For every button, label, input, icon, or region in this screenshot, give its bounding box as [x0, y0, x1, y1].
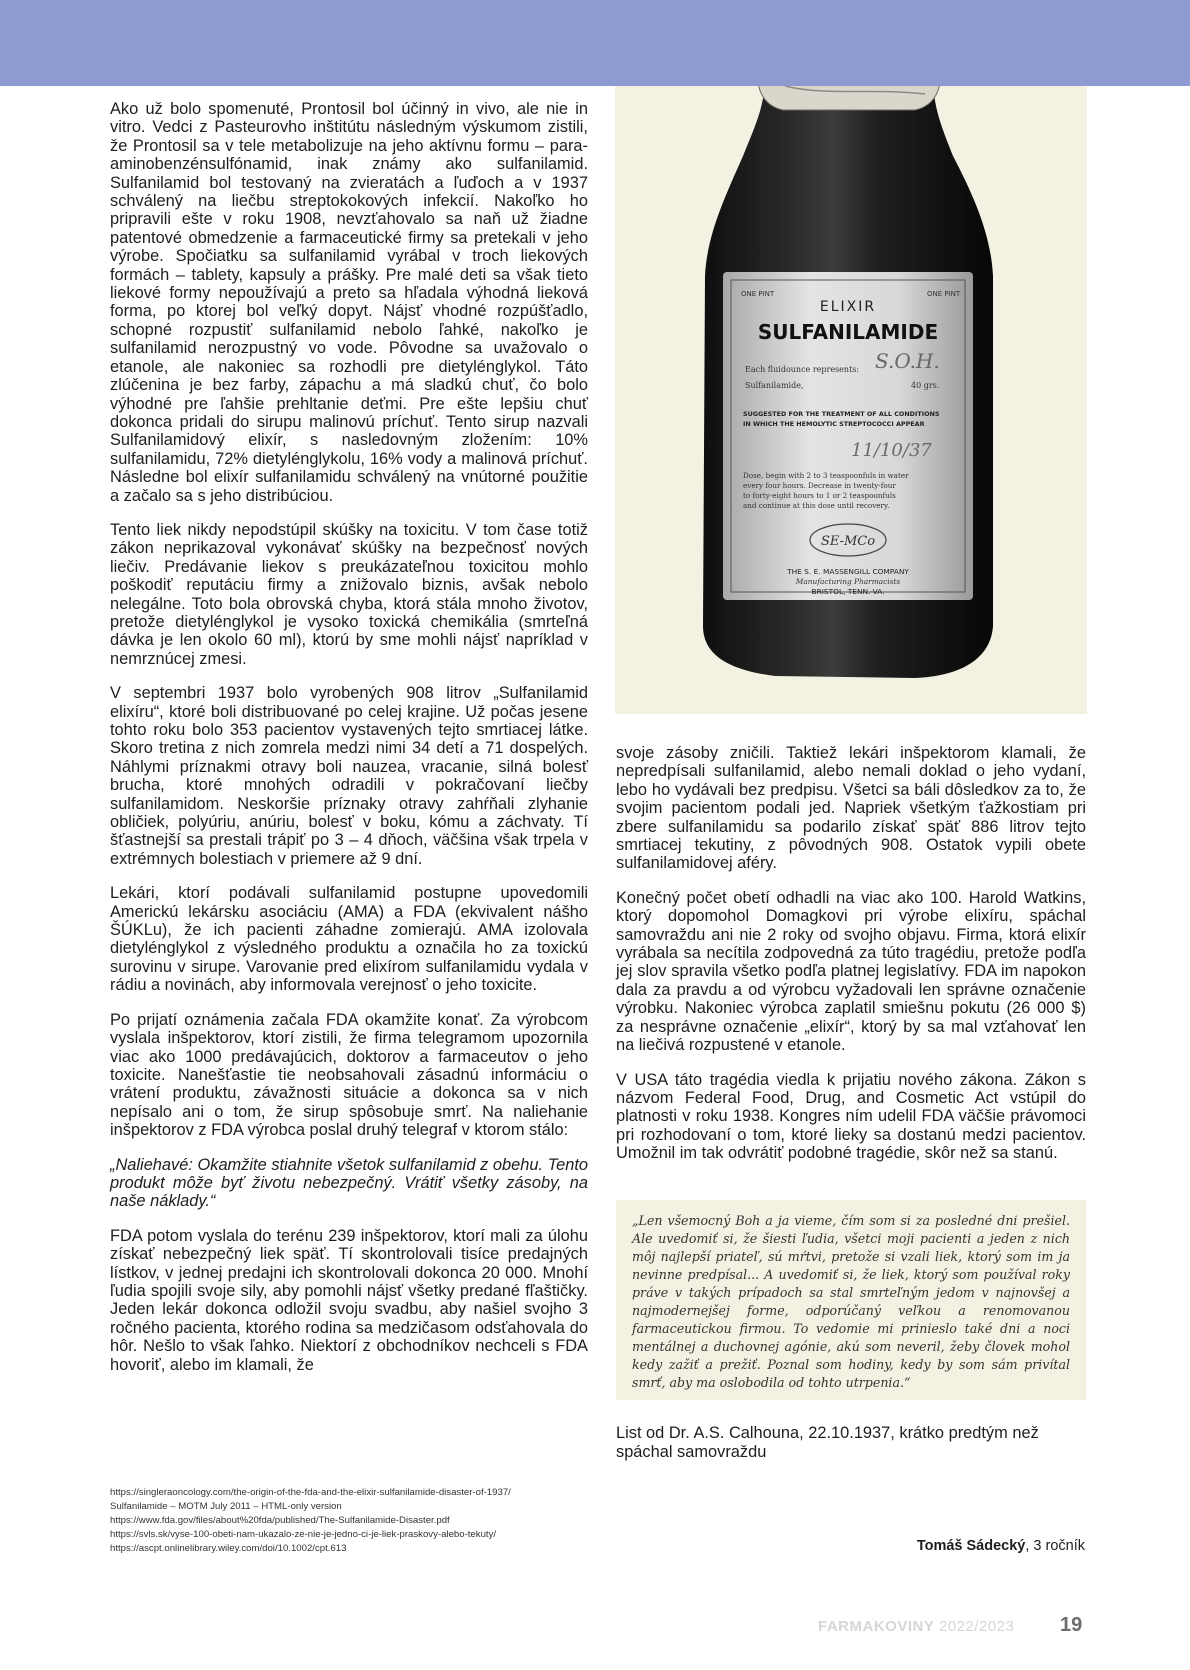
- telegram-quote: „Naliehavé: Okamžite stiahnite všetok sulfanilamid z obehu. Tento produkt môže byť životu nebezpečný. Vrátiť všetky zásoby, na naše náklady.“: [110, 1155, 588, 1211]
- elixir-bottle-illustration: [615, 86, 1087, 714]
- paragraph-toxicity: Tento liek nikdy nepodstúpil skúšky na toxicitu. V tom čase totiž zákon neprikazoval vykonávať skúšky na bezpečnosť nových liečiv. Predávanie liekov s preukázateľnou toxicitou mohlo poškodiť reputáciu firmy a znižovalo biznis, avšak nebolo nelegálne. Toto bola obrovská chyba, ktorá stála mnoho životov, pretože dietylénglykol je vysoko toxická chemikália (smrteľná dávka je len okolo 60 ml), ktorú by sme mohli nájsť napríklad v nemrznúcej zmesi.: [110, 520, 588, 668]
- label-dose-line-2: every four hours. Decrease in twenty-four: [743, 481, 896, 490]
- label-monogram: SE-MCo: [820, 534, 876, 549]
- reference-item: https://svls.sk/vyse-100-obeti-nam-ukazalo-ze-nie-je-jedno-ci-je-liek-praskovy-alebo-tekuty/: [110, 1529, 497, 1540]
- page-number: 19: [1060, 1614, 1083, 1636]
- references-list: [110, 1486, 630, 1556]
- label-sulfanilamide: SULFANILAMIDE: [757, 320, 939, 344]
- label-city: BRISTOL, TENN.-VA.: [811, 587, 885, 596]
- footer-magazine: [818, 1618, 1014, 1635]
- label-each-fluidounce: Each fluidounce represents:: [745, 365, 860, 374]
- reference-item: https://www.fda.gov/files/about%20fda/published/The-Sulfanilamide-Disaster.pdf: [110, 1515, 450, 1526]
- author-credit: [917, 1538, 1085, 1554]
- letter-quote-text: „Len všemocný Boh a ja vieme, čím som si za posledné dni prešiel. Ale uvedomiť si, že šiesti ľudia, všetci moji pacienti a jeden z nich môj najlepší priateľ, sú mŕtvi, pretože si vzali liek, ktorý som im ja nevinne predpísal... A uvedomiť si, že liek, ktorý som používal roky práve v takých prípadoch sa stal smrteľným jedom v najnovšej a najmodernejšej forme, odporúčaný veľkou a renomovanou farmaceutickou firmou. To vedomie mi prinieslo také dni a noci mentálnej a duchovnej agónie, akú som neveril, žeby človek mohol kedy zažiť a prežiť. Poznal som hodiny, kedy by som sám privítal smrť, aby ma oslobodila od tohto utrpenia.“: [632, 1213, 1070, 1390]
- right-article-column: [616, 744, 1086, 1179]
- label-handwriting: S.O.H.: [875, 349, 940, 373]
- label-elixir: ELIXIR: [819, 299, 877, 315]
- top-color-band: [0, 0, 1190, 86]
- author-class: , 3 ročník: [1025, 1538, 1085, 1554]
- label-handwritten-date: 11/10/37: [851, 440, 932, 461]
- paragraph-fda-action: Po prijatí oznámenia začala FDA okamžite konať. Za výrobcom vyslala inšpektorov, ktorí zistili, že firma telegramom upozornila viac ako 1000 predávajúcich, doktorov a farmaceutov o jeho toxicite. Nanešťastie tie neobsahovali zásadnú informáciu o vrátení produktu, závažnosti situácie a dokonca sa v nich nepísalo ani o tom, že sirup spôsobuje smrť. Na naliehanie inšpektorov z FDA výrobca poslal druhý telegraf v ktorom stálo:: [110, 1010, 588, 1140]
- footer-year: 2022/2023: [934, 1618, 1015, 1635]
- reference-item: Sulfanilamide – MOTM July 2011 – HTML-only version: [110, 1501, 342, 1512]
- paragraph-victims: Konečný počet obetí odhadli na viac ako 100. Harold Watkins, ktorý dopomohol Domagkovi pri výrobe elixíru, spáchal samovraždu ani nie 2 roky od svojho objavu. Firma, ktorá elixír vyrábala sa necítila zodpovedná za túto tragédiu, pretože podľa jej slov spravila všetko podľa platnej legislatívy. FDA im napokon dala za pravdu a od výrobcu vyžadovali len správne označenie výrobku. Nakoniec výrobca zaplatil smiešnu pokutu (26 000 $) za nesprávne označenie „elixír“, ktorý by sa mal vzťahovať len na liečivá rozpustené v etanole.: [616, 888, 1086, 1055]
- reference-item: https://singleraoncology.com/the-origin-of-the-fda-and-the-elixir-sulfanilamide-disaster-of-1937/: [110, 1487, 511, 1498]
- paragraph-intro: Ako už bolo spomenuté, Prontosil bol účinný in vivo, ale nie in vitro. Vedci z Pasteurovho inštitútu následným výskumom zistili, že Prontosil sa v tele metabolizuje na jeho aktívnu formu – para-aminobenzénsulfónamid, inak známy ako sulfanilamid. Sulfanilamid bol testovaný na zvieratách a ľuďoch a v 1937 schválený na liečbu streptokokových infekcií. Nakoľko ho pripravili ešte v roku 1908, nevzťahovalo sa naň už žiadne patentové obmedzenie a farmaceutické firmy sa pretekali v jeho výrobe. Spočiatku sa sulfanilamid vyrábal v troch liekových formách – tablety, kapsuly a prášky. Pre malé deti sa však tieto liekové formy nepoužívajú a preto sa hľadala výhodná lieková forma, po ktorej bol veľký dopyt. Nájsť vhodné rozpúšťadlo, schopné rozpustiť sulfanilamid nebolo ľahké, nakoľko je sulfanilamid nerozpustný vo vode. Pôvodne sa uvažovalo o etanole, ale nakoniec sa rozhodli pre dietylénglykol. Táto zlúčenina je bez farby, zápachu a má sladkú chuť, čo bolo výhodné pre ľahšie prehltanie deťmi. Pre ešte lepšiu chuť dokonca pridali do sirupu malinovú príchuť. Tento sirup nazvali Sulfanilamidový elixír, s nasledovným zložením: 10% sulfanilamidu, 72% dietylénglykolu, 16% vody a malinová príchuť. Následne bol elixír sulfanilamidu schválený na vnútorné použitie a začalo sa s jeho distribúciou.: [110, 100, 588, 505]
- label-suggested-2: IN WHICH THE HEMOLYTIC STREPTOCOCCI APPEAR: [743, 420, 925, 428]
- paragraph-recovery: svoje zásoby zničili. Taktiež lekári inšpektorom klamali, že nepredpísali sulfanilamid, alebo nemali doklad o jeho vydaní, lebo ho vydávali bez predpisu. Všetci sa báli dôsledkov za to, že svojim pacientom podali jed. Napriek všetkým ťažkostiam pri zbere sulfanilamidu sa podarilo získať späť 886 litrov tejto smrtiacej tekutiny, z pôvodných 908. Ostatok vypili obete sulfanilamidovej aféry.: [616, 744, 1086, 873]
- label-one-pint-left: ONE PINT: [741, 290, 775, 298]
- paragraph-law: V USA táto tragédia viedla k prijatiu nového zákona. Zákon s názvom Federal Food, Drug, and Cosmetic Act vstúpil do platnosti v roku 1938. Kongres ním udelil FDA väčšie právomoci pri rozhodovaní o tom, ktoré lieky sa dostanú medzi pacientov. Umožnil im tak odvrátiť podobné tragédie, skôr než sa stanú.: [616, 1070, 1086, 1163]
- label-dose-line-3: to forty-eight hours to 1 or 2 teaspoonfuls: [743, 491, 896, 500]
- label-company: THE S. E. MASSENGILL COMPANY: [787, 567, 909, 576]
- paragraph-inspectors: FDA potom vyslala do terénu 239 inšpektorov, ktorí mali za úlohu získať nebezpečný liek späť. Tí skontrolovali tisíce predajných lístkov, v jednej predajni ich skontrolovali dokonca 20 000. Mnohí ľudia spojili svoje sily, aby pomohli nájsť všetky predané fľaštičky. Jeden lekár dokonca odložil svoju svadbu, aby našiel svojho 3 ročného pacienta, ktorého rodina sa medzičasom odsťahovala do hôr. Nešlo to však ľahko. Niektorí z obchodníkov nechceli s FDA hovoriť, alebo im klamali, že: [110, 1226, 588, 1374]
- label-suggested-1: SUGGESTED FOR THE TREATMENT OF ALL CONDITIONS: [743, 410, 940, 418]
- label-sulfanilamide-line: Sulfanilamide,: [745, 381, 804, 390]
- label-one-pint-right: ONE PINT: [927, 290, 961, 298]
- label-dose-grs: 40 grs.: [911, 381, 940, 390]
- reference-item: https://ascpt.onlinelibrary.wiley.com/doi/10.1002/cpt.613: [110, 1543, 347, 1554]
- left-article-column: [110, 100, 588, 1390]
- label-dose-line-4: and continue at this dose until recovery.: [743, 501, 890, 510]
- letter-caption: List od Dr. A.S. Calhouna, 22.10.1937, krátko predtým než spáchal samovraždu: [616, 1424, 1039, 1461]
- paragraph-doctors: Lekári, ktorí podávali sulfanilamid postupne upovedomili Americkú lekársku asociáciu (AMA) a FDA (ekvivalent nášho ŠÚKLu), že ich pacienti záhadne zomierajú. AMA izolovala dietylénglykol z výsledného produktu a označila ho za toxickú surovinu v sirupe. Varovanie pred elixírom sulfanilamidu vydala v rádiu a novinách, aby informovala verejnosť o jeho toxicite.: [110, 884, 588, 995]
- letter-quote-box: [616, 1200, 1086, 1400]
- footer-magazine-name: FARMAKOVINY: [818, 1618, 935, 1635]
- paragraph-september: V septembri 1937 bolo vyrobených 908 litrov „Sulfanilamid elixíru“, ktoré boli distribuované po celej krajine. Už počas jesene tohto roku bolo 353 pacientov vystavených tejto smrtiacej látke. Skoro tretina z nich zomrela medzi nimi 34 detí a 71 dospelých. Náhlymi príznakmi otravy boli nauzea, vracanie, silná bolesť brucha, ktoré mnohých odradili v pokračovaní liečby sulfanilamidom. Neskoršie príznaky otravy zahŕňali zlyhanie obličiek, polyúriu, anúriu, bolesť v boku, kómu a záchvaty. Tí šťastnejší sa prestali trápiť po 3 – 4 dňoch, väčšina však trpela v extrémnych bolestiach v priemere až 9 dní.: [110, 684, 588, 868]
- bottle-photo: [615, 86, 1087, 714]
- label-company-sub: Manufacturing Pharmacists: [795, 577, 901, 586]
- author-name: Tomáš Sádecký: [916, 1538, 1026, 1554]
- label-dose-line-1: Dose, begin with 2 to 3 teaspoonfuls in water: [743, 471, 909, 480]
